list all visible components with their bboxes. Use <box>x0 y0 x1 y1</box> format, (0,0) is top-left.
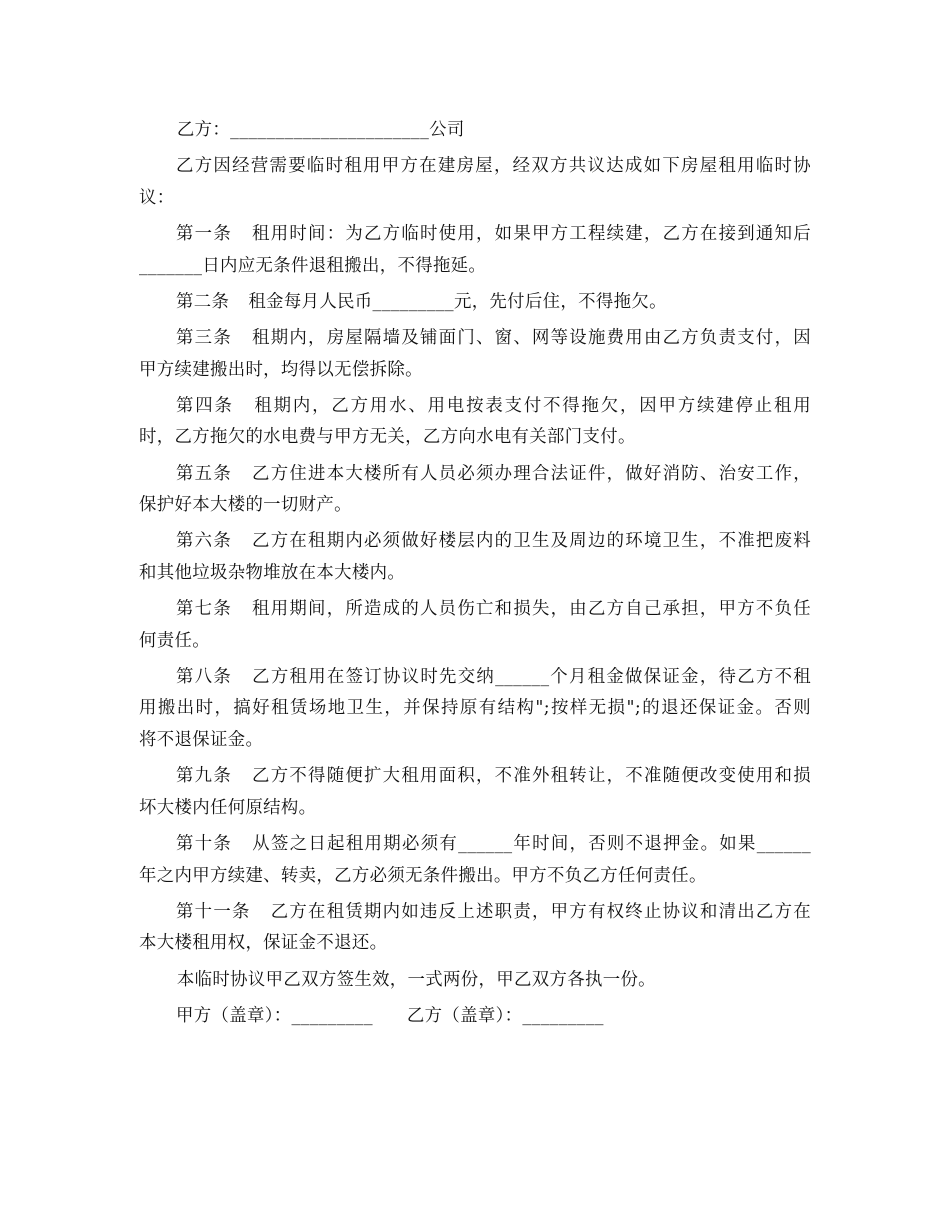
article-line: 坏大楼内任何原结构。 <box>139 797 317 818</box>
lease-agreement-body <box>139 115 811 1032</box>
article-number: 第四条 <box>176 395 234 416</box>
article-line: 时，乙方拖欠的水电费与甲方无关，乙方向水电有关部门支付。 <box>139 427 636 448</box>
article-text: 租用时间：为乙方临时使用，如果甲方工程续建，乙方在接到通知后 <box>251 223 811 244</box>
intro-line: 议： <box>139 187 175 208</box>
article-number: 第五条 <box>176 463 232 484</box>
article-line <box>139 761 811 793</box>
article-number: 第六条 <box>176 531 232 552</box>
article-paragraph <box>139 594 811 657</box>
article-line <box>139 219 811 251</box>
article-text: 乙方在租期内必须做好楼层内的卫生及周边的环境卫生，不准把废料 <box>251 531 811 552</box>
intro-paragraph <box>139 151 811 214</box>
article-paragraph <box>139 897 811 960</box>
article-line: 将不退保证金。 <box>139 730 264 751</box>
article-paragraph <box>139 391 811 454</box>
article-number: 第二条 <box>176 291 230 312</box>
article-line <box>139 391 811 423</box>
article-paragraph <box>139 323 811 386</box>
article-paragraph <box>139 219 811 282</box>
article-paragraph <box>139 526 811 589</box>
article-line <box>139 526 811 558</box>
article-line: 年之内甲方续建、转卖，乙方必须无条件搬出。甲方不负乙方任何责任。 <box>139 865 707 886</box>
articles-list <box>139 219 811 960</box>
article-line: _______日内应无条件退租搬出，不得拖延。 <box>139 255 487 276</box>
closing-paragraph <box>139 965 811 997</box>
article-line: 和其他垃圾杂物堆放在本大楼内。 <box>139 562 406 583</box>
party-b-line <box>139 115 811 147</box>
article-line: 甲方续建搬出时，均得以无偿拆除。 <box>139 359 423 380</box>
article-paragraph <box>139 459 811 522</box>
party-b-line-text: 乙方：______________________公司 <box>176 120 465 140</box>
article-line: 保护好本大楼的一切财产。 <box>139 495 352 516</box>
article-text: 租期内，乙方用水、用电按表支付不得拖欠，因甲方续建停止租用 <box>252 395 811 416</box>
article-text: 乙方不得随便扩大租用面积，不准外租转让，不准随便改变使用和损 <box>251 766 811 787</box>
party-a-signature: 甲方（盖章）：_________ <box>176 1005 373 1026</box>
article-text: 乙方在租赁期内如违反上述职责，甲方有权终止协议和清出乙方在 <box>269 901 811 922</box>
article-line <box>139 897 811 929</box>
article-text: 从签之日起租用期必须有______年时间，否则不退押金。如果______ <box>251 834 811 854</box>
article-number: 第八条 <box>176 666 233 687</box>
signature-row <box>139 1001 811 1033</box>
article-line <box>139 459 811 491</box>
article-line <box>139 662 811 694</box>
article-line: 本大楼租用权，保证金不退还。 <box>139 933 388 954</box>
article-text: 租金每月人民币_________元，先付后住，不得拖欠。 <box>248 291 667 312</box>
article-line <box>139 594 811 626</box>
article-number: 第一条 <box>176 223 232 244</box>
article-number: 第十条 <box>176 834 233 854</box>
article-number: 第九条 <box>176 766 232 787</box>
article-line: 用搬出时，搞好租赁场地卫生，并保持原有结构";按样无损";的退还保证金。否则 <box>139 698 811 719</box>
closing-text: 本临时协议甲乙双方签生效，一式两份，甲乙双方各执一份。 <box>176 969 656 990</box>
article-paragraph <box>139 662 811 757</box>
article-line: 何责任。 <box>139 630 210 651</box>
article-text: 乙方租用在签订协议时先交纳______个月租金做保证金，待乙方不租 <box>251 666 811 687</box>
article-text: 租用期间，所造成的人员伤亡和损失，由乙方自己承担，甲方不负任 <box>251 599 811 620</box>
article-line <box>139 829 811 861</box>
article-line <box>139 323 811 355</box>
intro-line: 乙方因经营需要临时租用甲方在建房屋，经双方共议达成如下房屋租用临时协 <box>176 156 811 177</box>
article-line <box>139 287 811 319</box>
article-number: 第三条 <box>176 327 232 348</box>
article-paragraph <box>139 829 811 892</box>
party-b-signature: 乙方（盖章）：_________ <box>406 1005 604 1026</box>
article-text: 租期内，房屋隔墙及铺面门、窗、网等设施费用由乙方负责支付，因 <box>251 327 811 348</box>
article-number: 第七条 <box>176 599 232 620</box>
article-number: 第十一条 <box>176 901 251 922</box>
article-paragraph <box>139 287 811 319</box>
article-text: 乙方住进本大楼所有人员必须办理合法证件，做好消防、治安工作， <box>251 463 811 484</box>
article-paragraph <box>139 761 811 824</box>
